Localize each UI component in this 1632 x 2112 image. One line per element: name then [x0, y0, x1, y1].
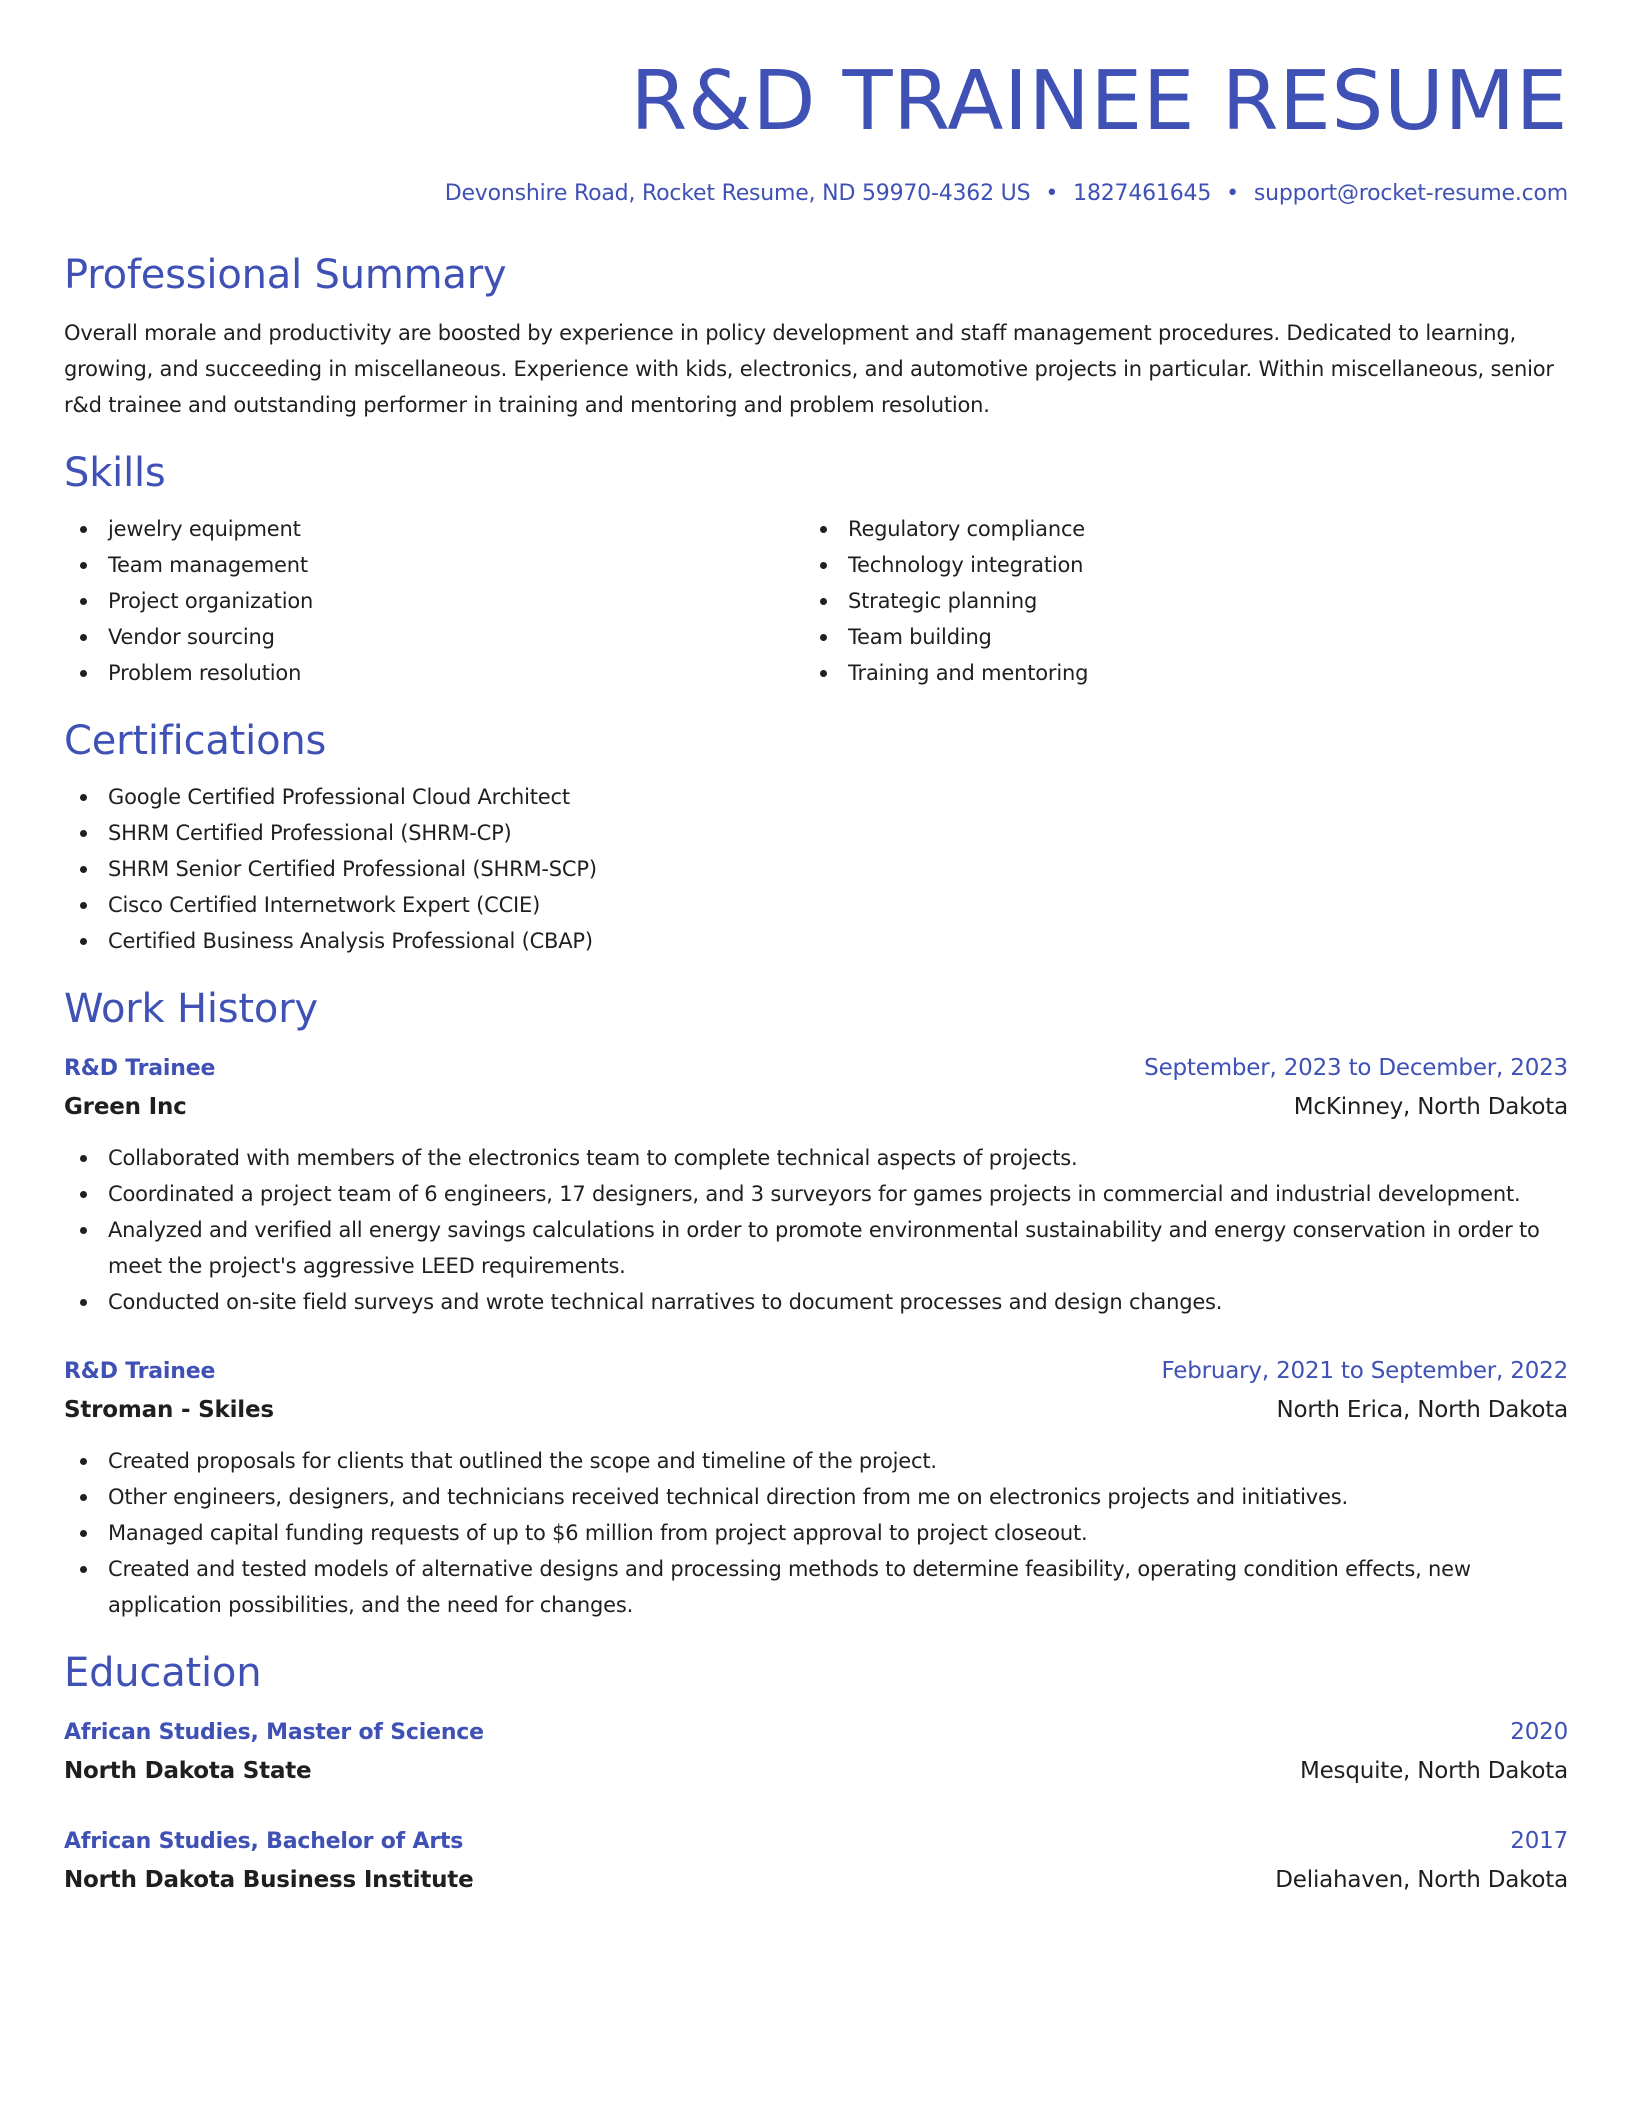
certifications-section [64, 715, 1568, 959]
work-history-heading: Work History [64, 986, 318, 1032]
job-bullets [64, 1140, 1568, 1320]
summary-heading: Professional Summary [64, 252, 507, 298]
skills-list-right [804, 511, 1544, 691]
graduation-year: 2020 [1510, 1719, 1568, 1745]
company-name: Green Inc [64, 1094, 187, 1120]
company-name: Stroman - Skiles [64, 1397, 274, 1423]
job-bullets [64, 1443, 1568, 1623]
separator-dot: • [1045, 181, 1059, 206]
education-entry [64, 1713, 1568, 1790]
job-header-row [64, 1049, 1568, 1088]
skill-item: Strategic planning [804, 583, 1544, 619]
job-bullet: Managed capital funding requests of up to $6 million from project approval to project closeout. [64, 1515, 1568, 1551]
skill-item: Training and mentoring [804, 655, 1544, 691]
certification-item: SHRM Certified Professional (SHRM-CP) [64, 815, 1568, 851]
school-name: North Dakota Business Institute [64, 1867, 474, 1893]
resume-title: R&D TRAINEE RESUME [630, 54, 1568, 149]
skill-item: jewelry equipment [64, 511, 804, 547]
job-title: R&D Trainee [64, 1056, 216, 1081]
skill-item: Team building [804, 619, 1544, 655]
job-bullet: Analyzed and verified all energy savings calculations in order to promote environmental sustainability and energy conservation in order to meet the project's aggressive LEED requirements. [64, 1212, 1568, 1284]
school-location: Mesquite, North Dakota [1299, 1758, 1568, 1784]
skill-item: Team management [64, 547, 804, 583]
skill-item: Project organization [64, 583, 804, 619]
job-bullet: Created and tested models of alternative designs and processing methods to determine feasibility, operating condition effects, new application possibilities, and the need for changes. [64, 1551, 1568, 1623]
degree-name: African Studies, Bachelor of Arts [64, 1829, 464, 1854]
job-bullet: Coordinated a project team of 6 engineers, 17 designers, and 3 surveyors for games projects in commercial and industrial development. [64, 1176, 1568, 1212]
graduation-year: 2017 [1510, 1828, 1568, 1854]
job-entry [64, 1352, 1568, 1623]
education-header-row [64, 1822, 1568, 1861]
education-section [64, 1647, 1568, 1899]
separator-dot: • [1226, 181, 1239, 206]
school-location: Deliahaven, North Dakota [1275, 1867, 1568, 1893]
skills-heading: Skills [64, 450, 166, 496]
job-header-row [64, 1352, 1568, 1391]
education-header-row [64, 1713, 1568, 1752]
work-history-section [64, 983, 1568, 1623]
education-heading: Education [64, 1650, 262, 1696]
job-company-row [64, 1088, 1568, 1126]
skill-item: Regulatory compliance [804, 511, 1544, 547]
skill-item: Problem resolution [64, 655, 804, 691]
degree-name: African Studies, Master of Science [64, 1720, 484, 1745]
job-bullet: Collaborated with members of the electronics team to complete technical aspects of projects. [64, 1140, 1568, 1176]
skills-columns [64, 511, 1568, 691]
summary-text: Overall morale and productivity are boosted by experience in policy development and staff management procedures. Dedicated to learning, growing, and succeeding in miscellaneous. Experience with kids, electronics, and automotive projects in particular. Within miscellaneous, senior r&d trainee and outstanding performer in training and mentoring and problem resolution. [64, 321, 1554, 417]
job-bullet: Other engineers, designers, and technicians received technical direction from me on electronics projects and initiatives. [64, 1479, 1568, 1515]
education-entry [64, 1822, 1568, 1899]
certification-item: SHRM Senior Certified Professional (SHRM-SCP) [64, 851, 1568, 887]
skills-list-left [64, 511, 804, 691]
job-location: North Erica, North Dakota [1276, 1397, 1568, 1423]
education-school-row [64, 1861, 1568, 1899]
job-location: McKinney, North Dakota [1293, 1094, 1568, 1120]
skill-item: Technology integration [804, 547, 1544, 583]
address: Devonshire Road, Rocket Resume, ND 59970-4362 US [444, 181, 1031, 206]
education-school-row [64, 1752, 1568, 1790]
email-link[interactable]: support@rocket-resume.com [1253, 181, 1568, 206]
certifications-list [64, 779, 1568, 959]
phone-number: 1827461645 [1073, 181, 1212, 206]
contact-line [64, 179, 1568, 209]
job-dates: September, 2023 to December, 2023 [1144, 1055, 1568, 1081]
certification-item: Google Certified Professional Cloud Architect [64, 779, 1568, 815]
certification-item: Certified Business Analysis Professional (CBAP) [64, 923, 1568, 959]
job-entry [64, 1049, 1568, 1320]
certifications-heading: Certifications [64, 718, 327, 764]
certification-item: Cisco Certified Internetwork Expert (CCIE) [64, 887, 1568, 923]
job-dates: February, 2021 to September, 2022 [1161, 1358, 1568, 1384]
skill-item: Vendor sourcing [64, 619, 804, 655]
job-company-row [64, 1391, 1568, 1429]
job-bullet: Conducted on-site field surveys and wrote technical narratives to document processes and design changes. [64, 1284, 1568, 1320]
job-bullet: Created proposals for clients that outlined the scope and timeline of the project. [64, 1443, 1568, 1479]
job-title: R&D Trainee [64, 1359, 216, 1384]
skills-section [64, 447, 1568, 691]
school-name: North Dakota State [64, 1758, 312, 1784]
summary-section [64, 249, 1568, 423]
